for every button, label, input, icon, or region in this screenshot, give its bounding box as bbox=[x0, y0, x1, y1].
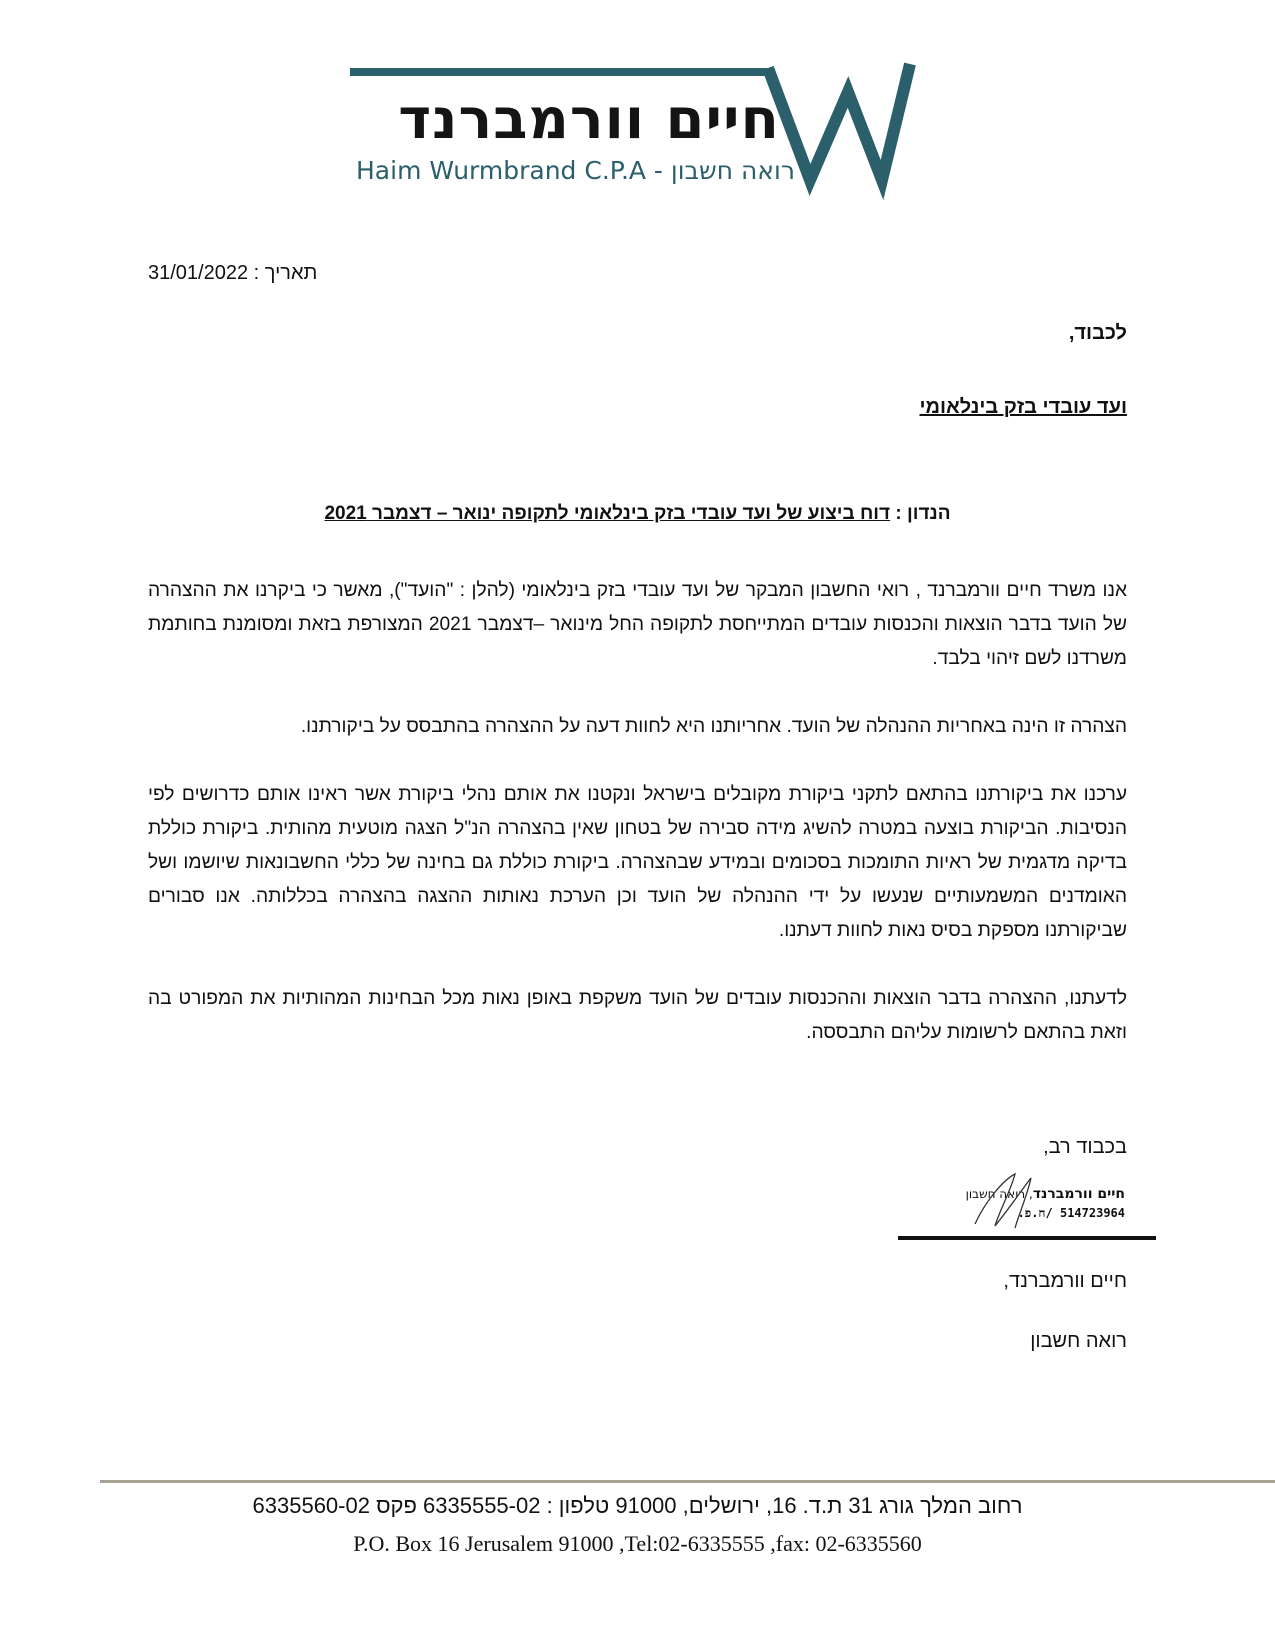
subject-label: הנדון : bbox=[895, 503, 951, 524]
stamp-title: , רואה חשבון bbox=[965, 1187, 1033, 1201]
footer-address-english: P.O. Box 16 Jerusalem 91000 ,Tel:02-6335555 ,fax: 02-6335560 bbox=[353, 1531, 922, 1556]
logo-name: חיים וורמברנד bbox=[398, 87, 780, 152]
date-label: תאריך : bbox=[253, 262, 318, 284]
letterhead-logo bbox=[350, 62, 950, 202]
paragraph-3: ערכנו את ביקורתנו בהתאם לתקני ביקורת מקובלים בישראל ונקטנו את אותם נהלי ביקורת אשר ראינו אותם כדרושים לפי הנסיבות. הביקורת בוצעה במטרה להשיג מידה סבירה של בטחון שאין בהצהרה הנ"ל הצגה מוטעית מהותית. ביקורת כוללת בדיקה מדגמית של ראיות התומכות בסכומים ובמידע שבהצהרה. ביקורת כוללת גם בחינה של כללי החשבונאות שיושמו ושל האומדנים המשמעותיים שנעשו על ידי ההנהלה של הועד וכן הערכת נאותות ההצגה בהצהרה בכללותה. אנו סבורים שביקורתנו מספקת בסיס נאות לחוות דעתנו. bbox=[148, 784, 1127, 941]
stamp-name: חיים וורמברנד bbox=[1032, 1186, 1125, 1202]
closing: בכבוד רב, bbox=[1043, 1136, 1127, 1158]
greeting: לכבוד, bbox=[1068, 322, 1127, 344]
subject-line bbox=[148, 503, 1127, 525]
signature-line bbox=[898, 1236, 1156, 1240]
paragraph-2: הצהרה זו הינה באחריות ההנהלה של הועד. אחריותנו היא לחוות דעה על ההצהרה בהתבסס על ביקורתנו. bbox=[300, 716, 1127, 737]
signature-stamp bbox=[915, 1172, 1155, 1232]
stamp-id: 514723964 /ח.פ. bbox=[1017, 1206, 1125, 1220]
signer-name: חיים וורמברנד, bbox=[1003, 1270, 1127, 1292]
paragraph-1: אנו משרד חיים וורמברנד , רואי החשבון המבקר של ועד עובדי בזק בינלאומי (להלן : "הועד"), מאשר כי ביקרנו את ההצהרה של הועד בדבר הוצאות והכנסות עובדים המתייחסת לתקופה החל מינואר –דצמבר 2021 המצורפת בזאת ומסומנת בחותמת משרדנו לשם זיהוי בלבד. bbox=[148, 580, 1127, 669]
date-line bbox=[148, 262, 317, 285]
subject-text: דוח ביצוע של ועד עובדי בזק בינלאומי לתקופה ינואר – דצמבר 2021 bbox=[324, 503, 891, 524]
addressee: ועד עובדי בזק בינלאומי bbox=[919, 396, 1127, 418]
letter-body bbox=[148, 574, 1127, 1084]
signer-title: רואה חשבון bbox=[1030, 1330, 1127, 1352]
handwritten-signature-icon bbox=[915, 1172, 1155, 1232]
date-value: 31/01/2022 bbox=[148, 262, 249, 284]
footer-divider bbox=[100, 1480, 1275, 1483]
paragraph-4: לדעתנו, ההצהרה בדבר הוצאות וההכנסות עובדים של הועד משקפת באופן נאות מכל הבחינות המהותיות את המפורט בה וזאת בהתאם לרשומות עליהם התבססה. bbox=[148, 988, 1127, 1043]
footer-address-hebrew: רחוב המלך גורג 31 ת.ד. 16, ירושלים, 91000 טלפון : 6335555-02 פקס 6335560-02 bbox=[252, 1493, 1023, 1518]
logo-subtitle: Haim Wurmbrand C.P.A - רואה חשבון bbox=[356, 156, 795, 185]
